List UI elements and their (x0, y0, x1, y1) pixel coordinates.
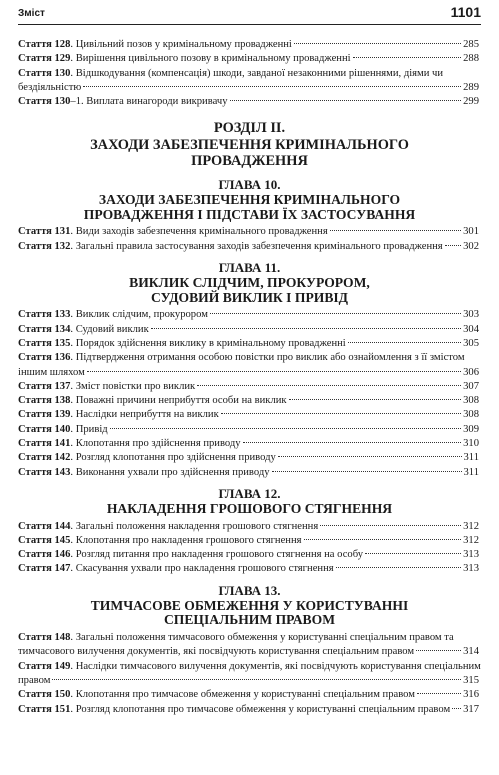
article-number: Стаття 137 (18, 380, 71, 392)
part-title-line: ЗАХОДИ ЗАБЕЗПЕЧЕННЯ КРИМІНАЛЬНОГО (90, 136, 409, 153)
article-number: Стаття 128 (18, 39, 71, 50)
dot-leader (330, 230, 461, 231)
toc-entry (18, 632, 454, 657)
dot-leader (336, 567, 462, 568)
entry-page-line (318, 520, 479, 534)
chapter-title-line: ПРОВАДЖЕННЯ І ПІДСТАВИ ЇХ ЗАСТОСУВАННЯ (83, 206, 416, 222)
entry-page-line (208, 308, 479, 322)
article-number: Стаття 132 (18, 240, 71, 252)
article-number: Стаття 138 (18, 395, 71, 407)
toc-entry-wrap (18, 52, 481, 66)
article-number: Стаття 147 (18, 563, 71, 575)
toc-entry-wrap (18, 562, 481, 576)
article-number: Стаття 149 (18, 660, 71, 672)
dot-leader (110, 428, 461, 429)
article-title: . Привід (70, 423, 108, 435)
running-header (18, 4, 481, 25)
dot-leader (289, 399, 462, 400)
toc-entry-wrap (18, 688, 481, 702)
toc-entry-wrap (18, 337, 481, 351)
entry-page-line (241, 437, 479, 451)
entry-page-line (219, 408, 479, 422)
entry-page-line (414, 645, 479, 659)
entry-page-line (328, 225, 479, 239)
entry-page-line (228, 95, 480, 109)
article-title: . Виконання ухвали про здійснення приводу (70, 466, 270, 478)
dot-leader (221, 413, 461, 414)
entry-page-number: 317 (463, 703, 479, 715)
entry-page-number: 304 (463, 323, 479, 335)
article-title: . Види заходів забезпечення кримінального провадження (70, 226, 328, 238)
article-title: . Наслідки неприбуття на виклик (70, 409, 219, 421)
entry-page-number: 301 (463, 226, 479, 238)
article-number: Стаття 148 (18, 632, 71, 644)
toc-entry (18, 96, 228, 107)
dot-leader (452, 708, 461, 709)
chapter-heading (18, 178, 481, 222)
dot-leader (353, 57, 462, 58)
article-number: Стаття 142 (18, 452, 71, 464)
dot-leader (230, 100, 462, 101)
dot-leader (197, 385, 461, 386)
chapter-heading (18, 261, 481, 305)
entry-page-number: 312 (463, 520, 479, 532)
toc-entry-wrap (18, 660, 481, 689)
entry-page-number: 303 (463, 309, 479, 321)
toc-entry (18, 409, 219, 420)
dot-leader (272, 471, 462, 472)
toc-entry-wrap (18, 703, 481, 717)
dot-leader (348, 342, 461, 343)
toc-entry (18, 549, 363, 560)
chapter-title-line: НАКЛАДЕННЯ ГРОШОВОГО СТЯГНЕННЯ (106, 500, 393, 516)
article-title: . Клопотання про накладення грошового стягнення (70, 534, 302, 546)
toc-entry-wrap (18, 466, 481, 480)
article-title: –1. Виплата винагороди викривачу (70, 96, 228, 108)
entry-page-line (270, 466, 479, 480)
dot-leader (278, 456, 462, 457)
article-number: Стаття 129 (18, 53, 71, 65)
entry-page-number: 313 (463, 549, 479, 561)
article-title: . Загальні положення тимчасового обмеження у користуванні спеціальним правом та тимчасового вилучення документів, які посвідчують користування спеціальним правом (18, 632, 454, 658)
entry-page-line (108, 423, 479, 437)
toc-entry-wrap (18, 240, 481, 254)
toc-entry (18, 309, 208, 320)
dot-leader (87, 371, 461, 372)
article-title: . Поважні причини неприбуття особи на виклик (70, 395, 287, 407)
entry-page-number: 314 (463, 646, 479, 658)
chapter-title-line: ВИКЛИК СЛІДЧИМ, ПРОКУРОРОМ, (129, 274, 370, 290)
toc-entry (18, 424, 108, 435)
article-title: . Загальні правила застосування заходів забезпечення кримінального провадження (70, 240, 443, 252)
dot-leader (416, 650, 461, 651)
article-number: Стаття 150 (18, 689, 71, 701)
article-number: Стаття 144 (18, 520, 71, 532)
page-number: 1101 (450, 4, 481, 20)
chapter-label: ГЛАВА 10. (218, 176, 281, 192)
article-number: Стаття 135 (18, 337, 71, 349)
entry-page-number: 310 (463, 438, 479, 450)
article-number: Стаття 140 (18, 423, 71, 435)
article-number: Стаття 139 (18, 409, 71, 421)
toc-entry-wrap (18, 394, 481, 408)
toc-entry (18, 535, 302, 546)
dot-leader (294, 43, 461, 44)
toc-entry-wrap (18, 451, 481, 465)
article-title: . Розгляд клопотання про тимчасове обмеження у користуванні спеціальним правом (70, 703, 451, 715)
toc-entry (18, 53, 351, 64)
entry-page-number: 307 (463, 380, 479, 392)
article-title: . Скасування ухвали про накладення грошового стягнення (70, 563, 334, 575)
toc-entry (18, 395, 287, 406)
article-number: Стаття 131 (18, 226, 71, 238)
chapter-title-line: СПЕЦІАЛЬНИМ ПРАВОМ (163, 612, 336, 628)
dot-leader (83, 86, 461, 87)
toc-entry (18, 381, 195, 392)
toc-entry-wrap (18, 534, 481, 548)
chapter-heading (18, 584, 481, 628)
entry-page-line (415, 688, 479, 702)
dot-leader (210, 313, 461, 314)
entry-page-line (346, 337, 479, 351)
part-label: РОЗДІЛ ІІ. (213, 120, 286, 137)
article-title: . Клопотання про здійснення приводу (70, 438, 241, 450)
toc-entry (18, 521, 318, 532)
article-title: . Виклик слідчим, прокурором (70, 309, 208, 321)
toc-entry-wrap (18, 225, 481, 239)
toc-entry (18, 704, 450, 715)
toc-entry (18, 563, 334, 574)
dot-leader (151, 328, 461, 329)
entry-page-number: 288 (463, 53, 479, 65)
toc-entry-wrap (18, 67, 481, 96)
article-title: . Наслідки тимчасового вилучення документів, які посвідчують користування спеціальним правом (18, 660, 481, 686)
toc-entry-wrap (18, 437, 481, 451)
toc-entry-wrap (18, 351, 481, 380)
entry-page-line (450, 703, 479, 717)
entry-page-line (195, 380, 479, 394)
article-title: . Порядок здійснення виклику в кримінальному провадженні (70, 337, 346, 349)
article-number: Стаття 143 (18, 466, 71, 478)
entry-page-number: 311 (463, 466, 479, 478)
entry-page-number: 306 (463, 366, 479, 378)
toc-entry (18, 324, 149, 335)
toc-entry-wrap (18, 520, 481, 534)
dot-leader (304, 539, 462, 540)
article-title: . Клопотання про тимчасове обмеження у користуванні спеціальним правом (70, 689, 415, 701)
article-title: . Підтвердження отримання особою повістки про виклик або ознайомлення з її змістом іншим шляхом (18, 352, 465, 378)
entry-page-number: 316 (463, 689, 479, 701)
entry-page-number: 313 (463, 563, 479, 575)
entry-page-line (302, 534, 479, 548)
article-number: Стаття 141 (18, 438, 71, 450)
article-title: . Відшкодування (компенсація) шкоди, завданої незаконними рішеннями, діями чи бездіяльністю (18, 67, 444, 93)
dot-leader (52, 679, 461, 680)
toc-entry (18, 241, 443, 252)
article-number: Стаття 151 (18, 703, 71, 715)
article-number: Стаття 146 (18, 549, 71, 561)
chapter-label: ГЛАВА 12. (218, 485, 281, 501)
entry-page-line (276, 451, 479, 465)
article-number: Стаття 145 (18, 534, 71, 546)
entry-page-line (81, 81, 479, 95)
entry-page-number: 312 (463, 534, 479, 546)
toc-entry-wrap (18, 323, 481, 337)
entry-page-number: 289 (463, 81, 479, 93)
chapter-title-line: ЗАХОДИ ЗАБЕЗПЕЧЕННЯ КРИМІНАЛЬНОГО (98, 191, 401, 207)
part-heading (18, 120, 481, 170)
table-of-contents (18, 38, 481, 717)
toc-entry (18, 226, 328, 237)
article-title: . Цивільний позов у кримінальному провадженні (70, 39, 292, 50)
toc-entry (18, 338, 346, 349)
article-title: . Загальні положення накладення грошового стягнення (70, 520, 319, 532)
article-title: . Зміст повістки про виклик (70, 380, 196, 392)
toc-entry-wrap (18, 408, 481, 422)
article-number: Стаття 136 (18, 352, 71, 364)
toc-entry (18, 689, 415, 700)
toc-entry-wrap (18, 631, 481, 660)
chapter-title-line: СУДОВИЙ ВИКЛИК І ПРИВІД (150, 289, 349, 305)
toc-entry-wrap (18, 423, 481, 437)
chapter-label: ГЛАВА 13. (218, 582, 281, 598)
chapter-title-line: ТИМЧАСОВЕ ОБМЕЖЕННЯ У КОРИСТУВАННІ (90, 597, 409, 613)
toc-entry (18, 452, 276, 463)
toc-entry-wrap (18, 95, 481, 109)
entry-page-line (292, 38, 479, 52)
article-title: . Розгляд клопотання про здійснення приводу (70, 452, 276, 464)
entry-page-number: 299 (463, 96, 479, 108)
article-number: Стаття 130 (18, 67, 71, 79)
article-number: Стаття 133 (18, 309, 71, 321)
toc-entry-wrap (18, 380, 481, 394)
entry-page-line (85, 366, 479, 380)
section-title: Зміст (18, 8, 45, 19)
article-number: Стаття 134 (18, 323, 71, 335)
toc-entry (18, 39, 292, 50)
dot-leader (445, 245, 461, 246)
entry-page-line (334, 562, 479, 576)
article-title: . Вирішення цивільного позову в кримінальному провадженні (70, 53, 351, 65)
entry-page-number: 315 (463, 674, 479, 686)
entry-page-number: 305 (463, 337, 479, 349)
entry-page-number: 285 (463, 39, 479, 50)
toc-entry-wrap (18, 308, 481, 322)
entry-page-number: 308 (463, 409, 479, 421)
entry-page-number: 302 (463, 240, 479, 252)
dot-leader (417, 693, 461, 694)
entry-page-number: 309 (463, 423, 479, 435)
entry-page-line (363, 548, 479, 562)
entry-page-line (50, 674, 479, 688)
article-title: . Розгляд питання про накладення грошового стягнення на особу (70, 549, 363, 561)
entry-page-line (149, 323, 479, 337)
entry-page-number: 308 (463, 395, 479, 407)
toc-entry (18, 467, 270, 478)
chapter-heading (18, 487, 481, 517)
entry-page-line (287, 394, 479, 408)
entry-page-line (443, 240, 479, 254)
entry-page-number: 311 (463, 452, 479, 464)
toc-entry-wrap (18, 548, 481, 562)
chapter-label: ГЛАВА 11. (218, 259, 281, 275)
part-title-line: ПРОВАДЖЕННЯ (191, 153, 308, 170)
toc-entry (18, 438, 241, 449)
dot-leader (320, 525, 461, 526)
entry-page-line (351, 52, 479, 66)
dot-leader (365, 553, 461, 554)
toc-entry-wrap (18, 38, 481, 52)
article-number: Стаття 130 (18, 96, 71, 108)
article-title: . Судовий виклик (70, 323, 149, 335)
dot-leader (243, 442, 462, 443)
